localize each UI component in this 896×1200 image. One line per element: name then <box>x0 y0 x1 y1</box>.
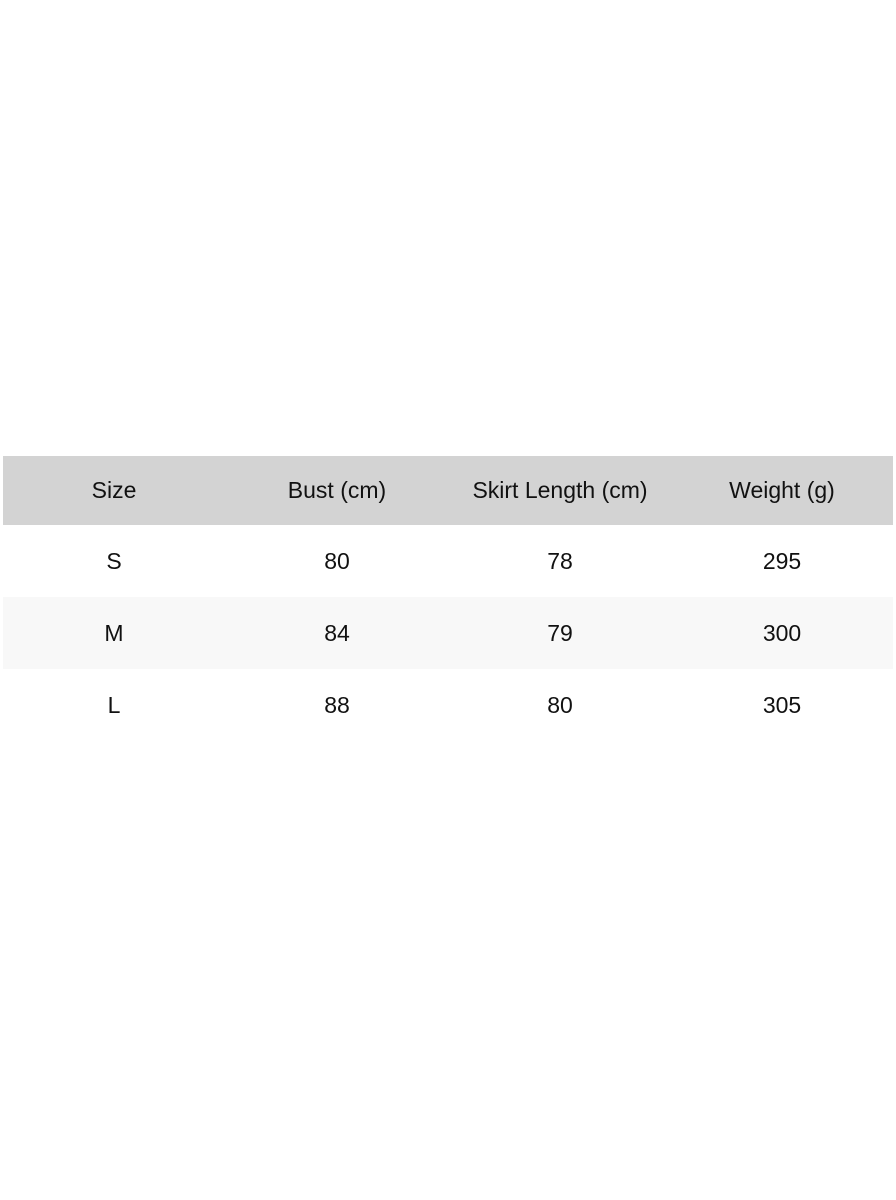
cell-weight: 295 <box>762 547 802 574</box>
cell-weight: 305 <box>762 691 802 718</box>
header-bust: Bust (cm) <box>287 477 387 503</box>
cell-skirt-length: 78 <box>547 547 573 574</box>
table-row <box>3 669 893 741</box>
table-row <box>3 597 893 669</box>
cell-size: L <box>107 691 121 718</box>
cell-size: S <box>106 547 122 574</box>
cell-skirt-length: 79 <box>547 619 573 646</box>
header-size: Size <box>91 477 137 503</box>
cell-bust: 88 <box>324 691 350 718</box>
header-weight: Weight (g) <box>729 477 835 503</box>
cell-weight: 300 <box>762 619 802 646</box>
header-skirt-length: Skirt Length (cm) <box>472 477 648 503</box>
cell-bust: 80 <box>324 547 350 574</box>
table-header-row <box>3 456 893 525</box>
cell-size: M <box>104 619 124 646</box>
cell-bust: 84 <box>324 619 350 646</box>
cell-skirt-length: 80 <box>547 691 573 718</box>
size-chart-table <box>3 456 893 741</box>
table-row <box>3 525 893 597</box>
